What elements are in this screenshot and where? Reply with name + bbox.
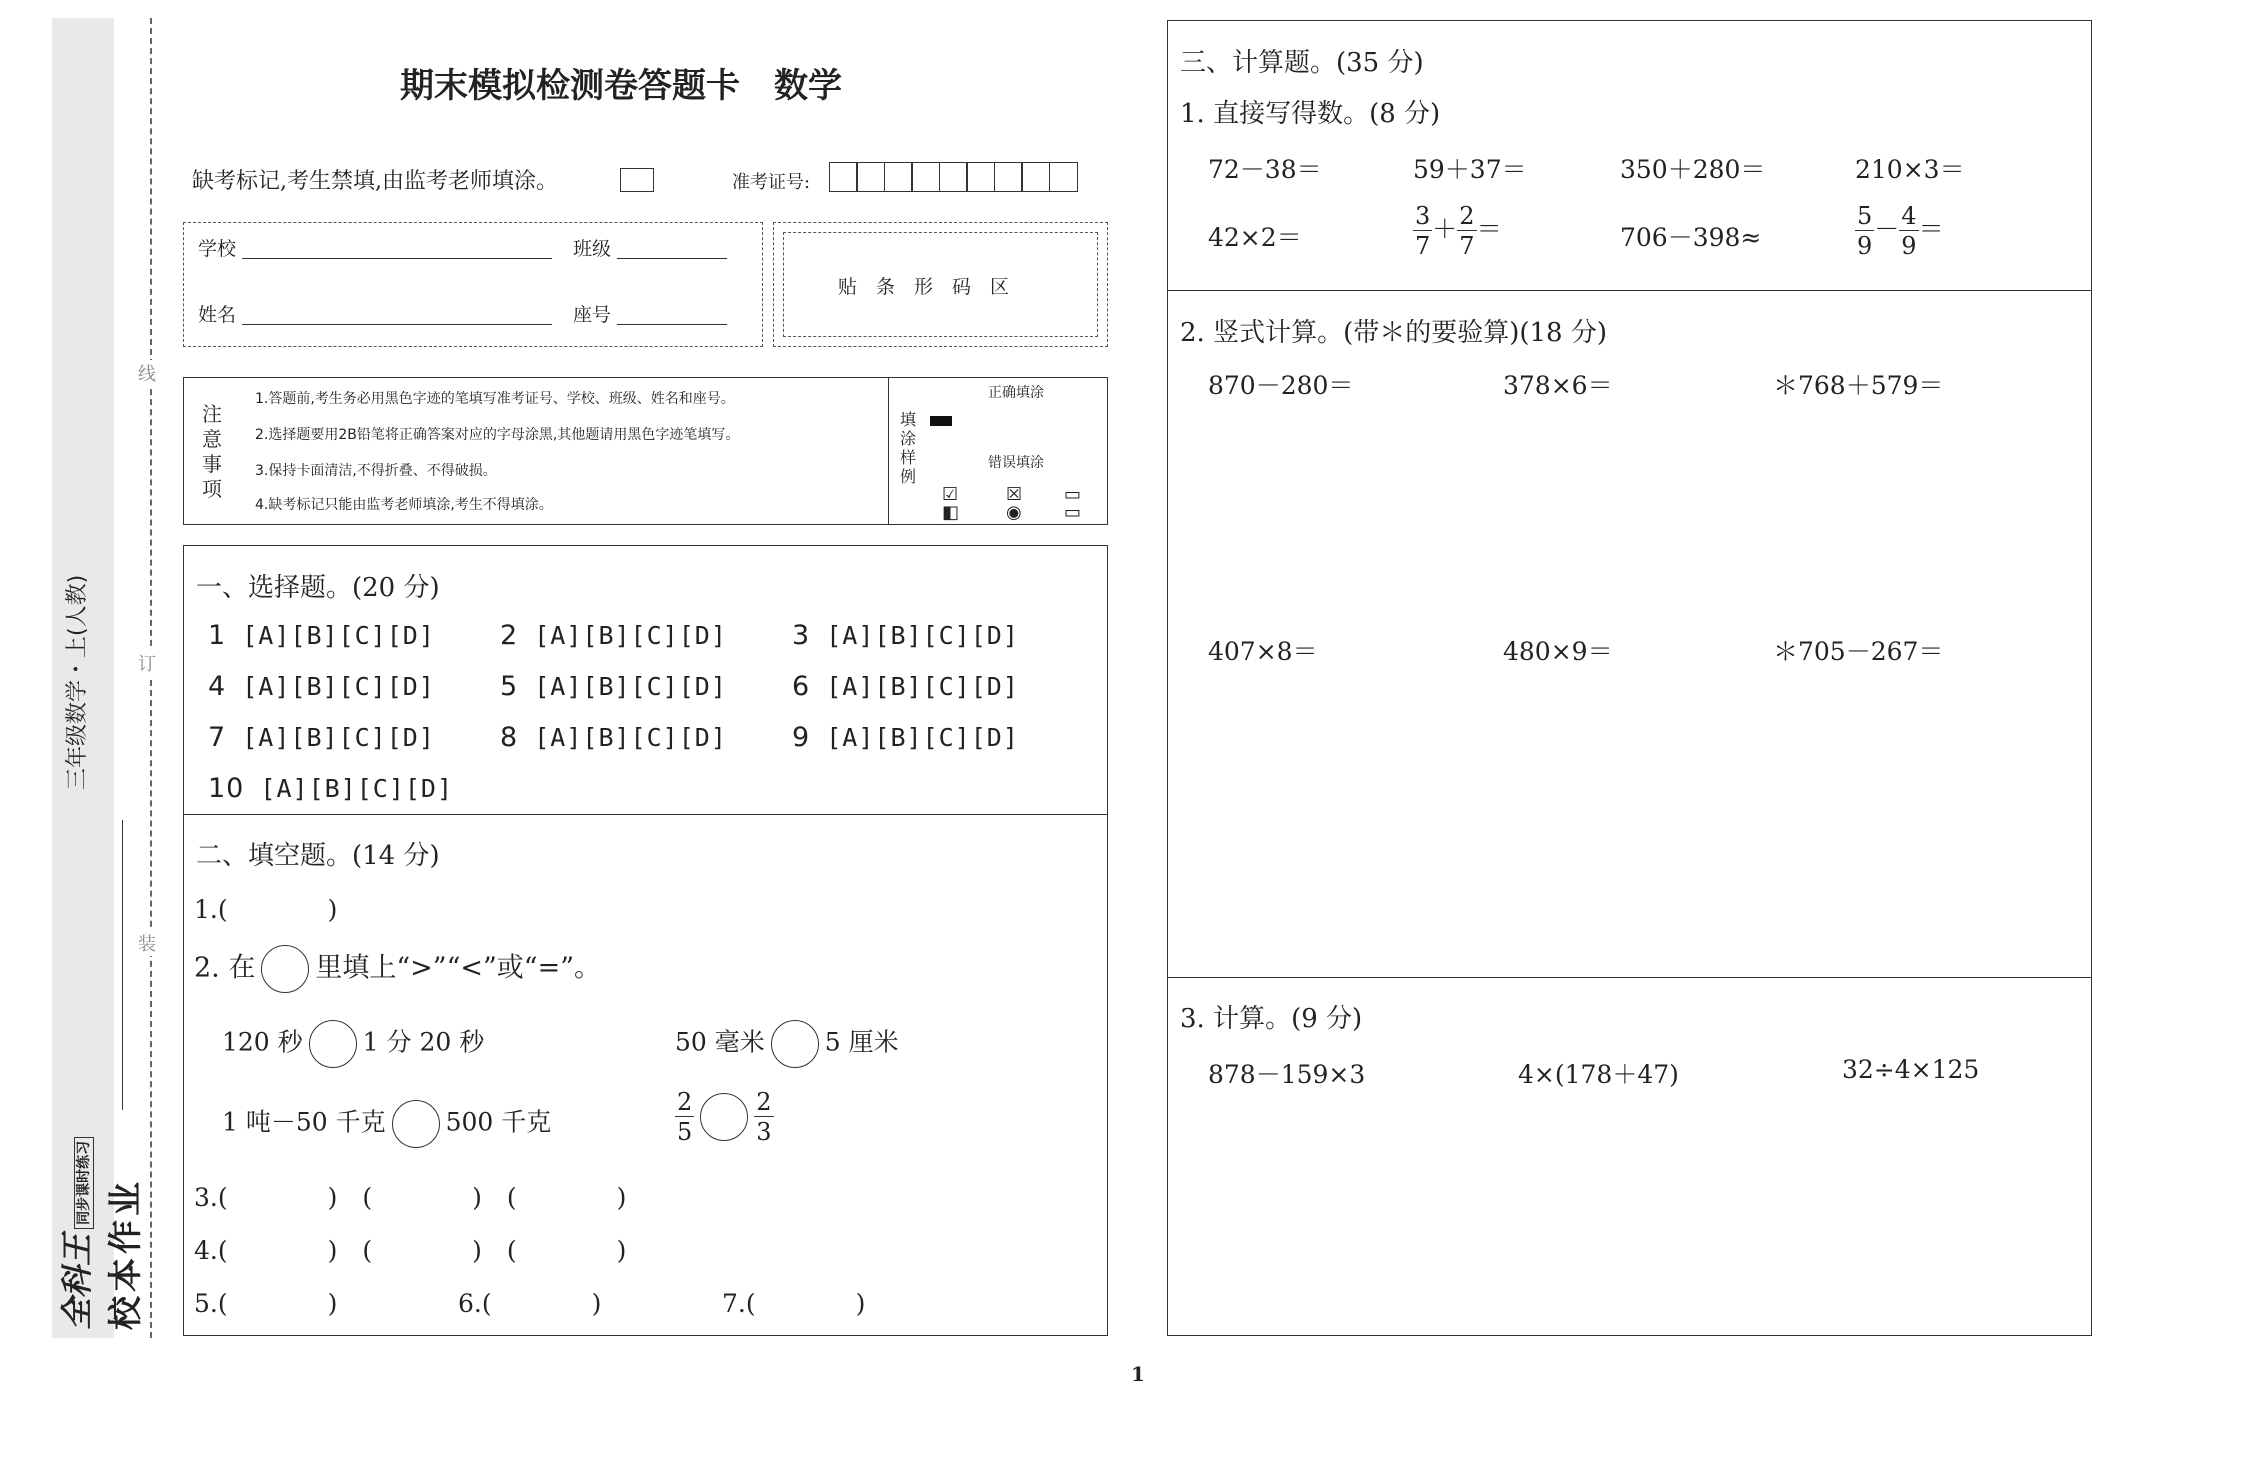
fraction: $\frac{4}{9}$ bbox=[1901, 202, 1917, 260]
choice-q7[interactable]: 7 [A][B][C][D] bbox=[208, 722, 435, 753]
exam-id-label: 准考证号: bbox=[732, 172, 811, 193]
fraction: $\frac{2}{7}$ bbox=[1459, 202, 1475, 260]
wrong-fill-label: 错误填涂 bbox=[988, 455, 1044, 471]
fraction: $\frac{2}{3}$ bbox=[756, 1088, 772, 1146]
absent-checkbox[interactable] bbox=[620, 168, 654, 192]
p2-row1-a: 870－280＝ bbox=[1208, 371, 1354, 400]
exam-id-cell[interactable] bbox=[829, 162, 858, 192]
page-number: 1 bbox=[1131, 1362, 1145, 1386]
choice-q10[interactable]: 10 [A][B][C][D] bbox=[208, 773, 454, 804]
choice-q3[interactable]: 3 [A][B][C][D] bbox=[792, 620, 1019, 651]
choice-q9[interactable]: 9 [A][B][C][D] bbox=[792, 722, 1019, 753]
school-field[interactable] bbox=[242, 232, 552, 259]
p1-row2-b: $\frac{3}{7}$ ＋ $\frac{2}{7}$ ＝ bbox=[1415, 202, 1502, 260]
exam-id-cell[interactable] bbox=[994, 162, 1023, 192]
compare-answer-circle[interactable] bbox=[392, 1100, 440, 1148]
exam-id-boxes[interactable] bbox=[830, 162, 1078, 196]
cut-mark-fold: 装 bbox=[138, 930, 156, 956]
calc-p3-title: 3. 计算。(9 分) bbox=[1180, 1004, 1363, 1034]
calc-p1-title: 1. 直接写得数。(8 分) bbox=[1180, 99, 1441, 129]
seat-label: 座号 bbox=[573, 304, 612, 326]
fill-q4[interactable]: 4.( ) ( ) ( ) bbox=[194, 1236, 627, 1265]
barcode-label: 贴 条 形 码 区 bbox=[838, 276, 1010, 298]
compare-3: 1 吨－50 千克 500 千克 bbox=[222, 1100, 551, 1148]
absent-note: 缺考标记,考生禁填,由监考老师填涂。 bbox=[192, 169, 558, 194]
name-field[interactable] bbox=[242, 298, 552, 325]
compare-1: 120 秒 1 分 20 秒 bbox=[222, 1020, 484, 1068]
seat-field[interactable] bbox=[617, 298, 727, 325]
correct-fill-label: 正确填涂 bbox=[988, 385, 1044, 401]
exam-id-cell[interactable] bbox=[856, 162, 885, 192]
note-4: 4.缺考标记只能由监考老师填涂,考生不得填涂。 bbox=[255, 497, 553, 513]
class-field[interactable] bbox=[617, 232, 727, 259]
fraction: $\frac{5}{9}$ bbox=[1857, 202, 1873, 260]
choice-q2[interactable]: 2 [A][B][C][D] bbox=[500, 620, 727, 651]
p2-row1-c: ＊768＋579＝ bbox=[1773, 371, 1944, 400]
compare-answer-circle[interactable] bbox=[700, 1093, 748, 1141]
p1-row1-c: 350＋280＝ bbox=[1620, 155, 1766, 184]
exam-id-cell[interactable] bbox=[884, 162, 913, 192]
choice-q6[interactable]: 6 [A][B][C][D] bbox=[792, 671, 1019, 702]
notes-heading: 注 意 事 项 bbox=[202, 402, 222, 501]
fraction: $\frac{2}{5}$ bbox=[677, 1088, 693, 1146]
exam-id-cell[interactable] bbox=[1049, 162, 1078, 192]
fill-q2: 2. 在 里填上“>”“<”或“=”。 bbox=[194, 945, 601, 993]
wrong-fill-check-sample: ☑ ◧ bbox=[942, 484, 960, 523]
fraction: $\frac{3}{7}$ bbox=[1415, 202, 1431, 260]
wrong-fill-partial-sample: ▭ ▭ bbox=[1064, 484, 1082, 523]
p1-row2-c: 706－398≈ bbox=[1620, 223, 1762, 252]
correct-fill-sample bbox=[930, 416, 952, 426]
calc-title: 三、计算题。(35 分) bbox=[1180, 48, 1424, 78]
compare-answer-circle[interactable] bbox=[309, 1020, 357, 1068]
wrong-fill-cross-sample: ☒ ◉ bbox=[1006, 484, 1023, 523]
fill-title: 二、填空题。(14 分) bbox=[196, 841, 440, 871]
school-label: 学校 bbox=[198, 238, 237, 260]
p1-row1-b: 59＋37＝ bbox=[1413, 155, 1527, 184]
p2-row2-b: 480×9＝ bbox=[1503, 637, 1613, 666]
compare-answer-circle[interactable] bbox=[771, 1020, 819, 1068]
calc-divider-1 bbox=[1167, 290, 2092, 291]
p2-row2-c: ＊705－267＝ bbox=[1773, 637, 1944, 666]
exam-id-cell[interactable] bbox=[939, 162, 968, 192]
binding-dashed-line bbox=[150, 18, 152, 1338]
note-2: 2.选择题要用2B铅笔将正确答案对应的字母涂黑,其他题请用黑色字迹笔填写。 bbox=[255, 427, 740, 443]
p1-row1-d: 210×3＝ bbox=[1855, 155, 1965, 184]
compare-4 bbox=[675, 1090, 774, 1144]
grade-label: 三年级数学・上(人教) bbox=[65, 574, 90, 790]
cut-mark-bind: 订 bbox=[138, 650, 156, 676]
choice-q1[interactable]: 1 [A][B][C][D] bbox=[208, 620, 435, 651]
brand-logo: 全科王 同步课时练习 校本作业 bbox=[52, 1030, 122, 1330]
cut-mark-line: 线 bbox=[138, 360, 156, 386]
fill-example-label: 填 涂 样 例 bbox=[900, 410, 917, 486]
p3-b: 4×(178＋47) bbox=[1518, 1060, 1679, 1089]
exam-id-cell[interactable] bbox=[1021, 162, 1050, 192]
p1-row1-a: 72－38＝ bbox=[1208, 155, 1322, 184]
class-label: 班级 bbox=[573, 238, 612, 260]
p3-c: 32÷4×125 bbox=[1842, 1055, 1980, 1084]
compare-2: 50 毫米 5 厘米 bbox=[675, 1020, 899, 1068]
page-title: 期末模拟检测卷答题卡 数学 bbox=[400, 66, 842, 106]
choice-q8[interactable]: 8 [A][B][C][D] bbox=[500, 722, 727, 753]
choice-q5[interactable]: 5 [A][B][C][D] bbox=[500, 671, 727, 702]
note-3: 3.保持卡面清洁,不得折叠、不得破损。 bbox=[255, 463, 497, 479]
fill-q7[interactable]: 7.( ) bbox=[722, 1289, 866, 1318]
compare-circle-icon bbox=[261, 945, 309, 993]
name-label: 姓名 bbox=[198, 304, 237, 326]
choice-title: 一、选择题。(20 分) bbox=[196, 573, 440, 603]
p3-a: 878－159×3 bbox=[1208, 1060, 1366, 1089]
notes-divider bbox=[888, 377, 889, 525]
exam-id-cell[interactable] bbox=[966, 162, 995, 192]
p1-row2-a: 42×2＝ bbox=[1208, 223, 1302, 252]
fill-q6[interactable]: 6.( ) bbox=[458, 1289, 602, 1318]
fill-q1[interactable]: 1.( ) bbox=[194, 895, 338, 924]
p2-row2-a: 407×8＝ bbox=[1208, 637, 1318, 666]
p2-row1-b: 378×6＝ bbox=[1503, 371, 1613, 400]
calc-p2-title: 2. 竖式计算。(带＊的要验算)(18 分) bbox=[1180, 318, 1607, 348]
note-1: 1.答题前,考生务必用黑色字迹的笔填写准考证号、学校、班级、姓名和座号。 bbox=[255, 391, 735, 407]
fill-q3[interactable]: 3.( ) ( ) ( ) bbox=[194, 1183, 627, 1212]
p1-row2-d: $\frac{5}{9}$ － $\frac{4}{9}$ ＝ bbox=[1857, 202, 1944, 260]
calc-divider-2 bbox=[1167, 977, 2092, 978]
choice-q4[interactable]: 4 [A][B][C][D] bbox=[208, 671, 435, 702]
fill-q5[interactable]: 5.( ) bbox=[194, 1289, 338, 1318]
exam-id-cell[interactable] bbox=[911, 162, 940, 192]
